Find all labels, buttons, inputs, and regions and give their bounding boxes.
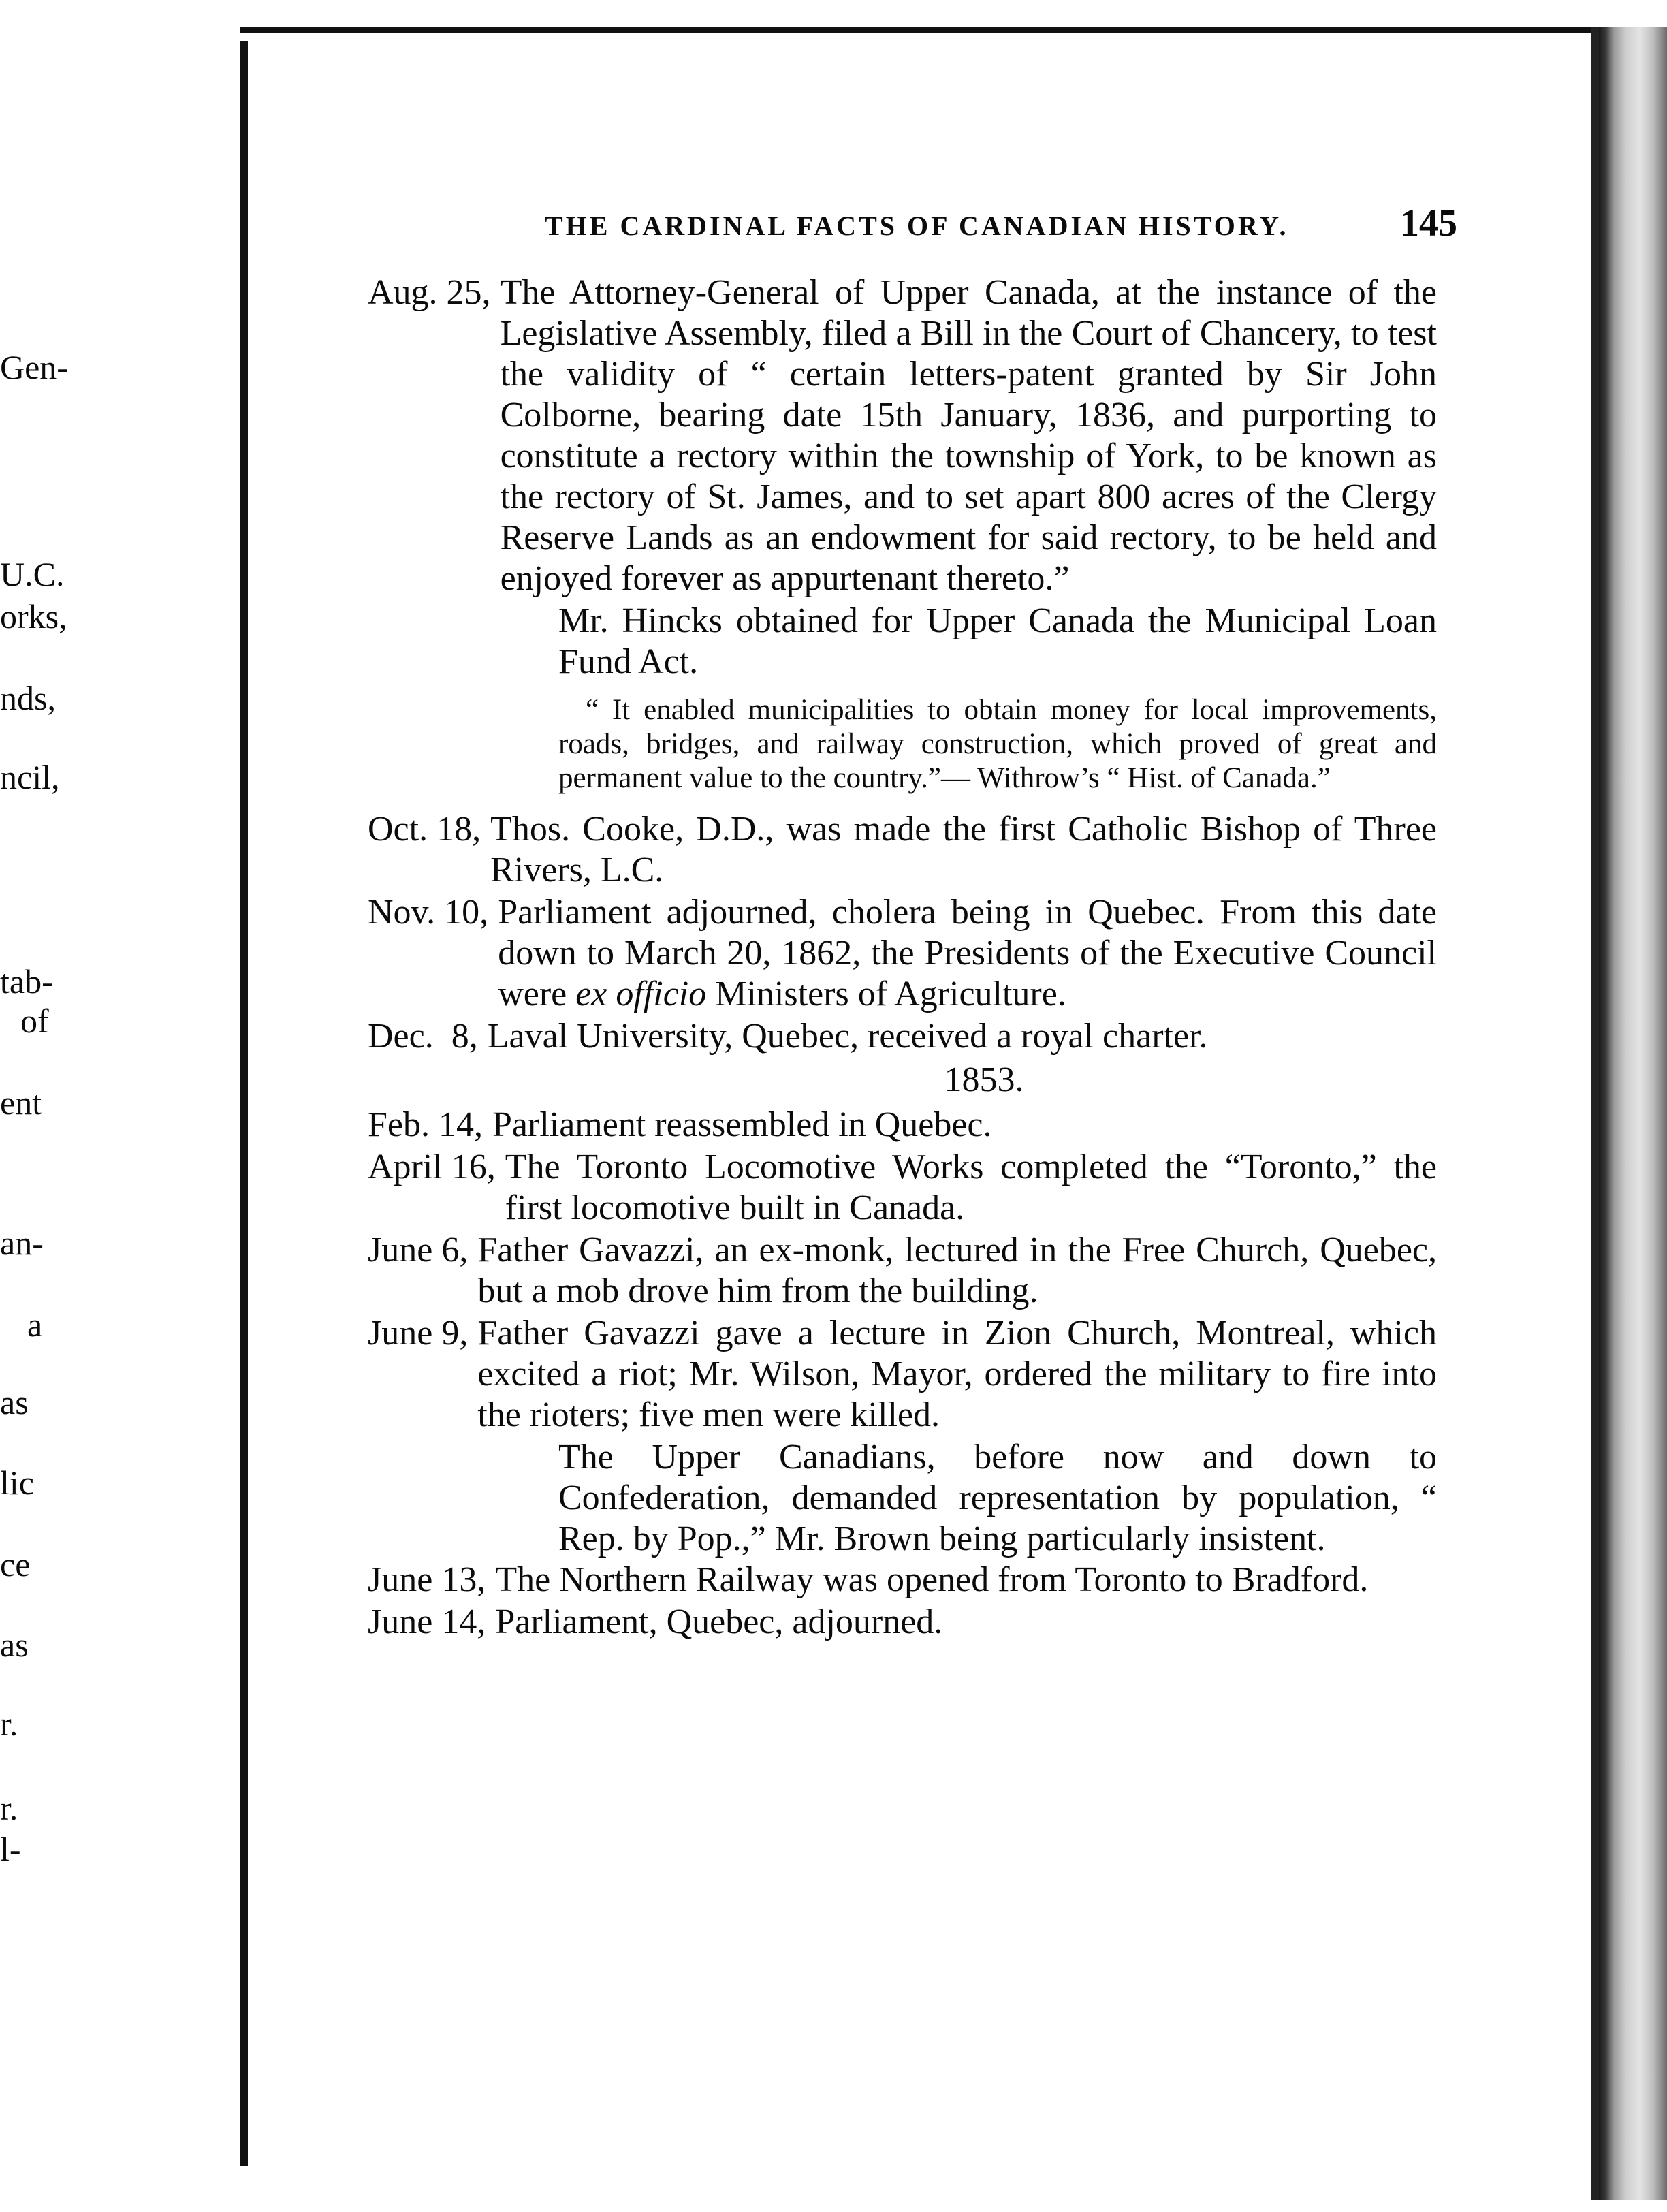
entry-date: June 9, <box>368 1314 469 1353</box>
chronology-entry <box>368 892 1437 1015</box>
entry-date: Aug. 25, <box>368 273 491 312</box>
entry-date: Dec. 8, <box>368 1017 478 1056</box>
chronology-body <box>368 272 1437 1989</box>
prev-page-text: tab- <box>0 962 53 1000</box>
entry-continuation: The Upper Canadians, before now and down to Confederation, demanded representation by population, “ Rep. by Pop.,” Mr. Brown being particularly insistent. <box>558 1438 1437 1558</box>
scan-top-border <box>240 27 1656 33</box>
running-header <box>545 202 1498 256</box>
prev-page-text: ent <box>0 1084 42 1122</box>
prev-page-text: of <box>20 1002 49 1040</box>
prev-page-text: a <box>27 1306 43 1344</box>
chronology-entry <box>368 1105 1437 1146</box>
entry-text: The Toronto Locomotive Works completed the “Toronto,” the first locomotive built in Canada. <box>505 1148 1437 1227</box>
prev-page-text: orks, <box>0 597 67 635</box>
entry-text-part: Parliament adjourned, cholera being in Quebec. From this date down to March 20, 1862, the Presidents of the Executive Council were <box>498 893 1437 1013</box>
prev-page-text: as <box>0 1383 29 1421</box>
entry-text: The Attorney-General of Upper Canada, at the instance of the Legislative Assembly, filed a Bill in the Court of Chancery, to test the validity of “ certain letters-patent granted by Sir John Colborne, bearing date 15th January, 1836, and purporting to constitute a rectory within the township of York, to be known as the rectory of St. James, and to set apart 800 acres of the Clergy Reserve Lands as an endowment for said rectory, to be held and enjoyed forever as appurtenant thereto.” <box>500 273 1437 598</box>
entry-text <box>498 892 1437 1015</box>
entry-text: Thos. Cooke, D.D., was made the first Catholic Bishop of Three Rivers, L.C. <box>490 810 1437 889</box>
entry-text: Parliament, Quebec, adjourned. <box>495 1602 943 1641</box>
book-gutter-line <box>240 41 248 2166</box>
entry-date: June 13, <box>368 1560 486 1599</box>
prev-page-text: nds, <box>0 679 56 717</box>
entry-date: Oct. 18, <box>368 810 481 849</box>
entry-text: The Northern Railway was opened from Toronto to Bradford. <box>495 1560 1369 1599</box>
entry-date: June 6, <box>368 1231 469 1269</box>
prev-page-text: as <box>0 1626 29 1664</box>
entry-date: Feb. 14, <box>368 1105 483 1144</box>
prev-page-text: an- <box>0 1224 44 1262</box>
prev-page-text: Gen- <box>0 348 68 386</box>
entry-date: June 14, <box>368 1602 486 1641</box>
prev-page-text: lic <box>0 1464 34 1502</box>
prev-page-text: r. <box>0 1789 18 1827</box>
chronology-entry <box>368 272 1437 599</box>
book-page-edges <box>1599 27 1667 2200</box>
year-heading: 1853. <box>944 1060 1024 1099</box>
page-number: 145 <box>1400 202 1457 244</box>
chronology-entry <box>368 1147 1437 1229</box>
chronology-entry <box>368 1230 1437 1312</box>
chronology-entry <box>368 809 1437 891</box>
entry-text: Laval University, Quebec, received a royal charter. <box>487 1017 1208 1056</box>
chronology-entry <box>368 1313 1437 1436</box>
chronology-entry <box>368 1016 1437 1057</box>
entry-date: Nov. 10, <box>368 893 489 932</box>
entry-text-italic: ex officio <box>575 975 707 1013</box>
previous-page-fragment <box>0 0 238 2212</box>
prev-page-text: ncil, <box>0 758 60 796</box>
entry-text: Father Gavazzi, an ex-monk, lectured in the Free Church, Quebec, but a mob drove him from the building. <box>477 1231 1437 1310</box>
entry-text: Parliament reassembled in Quebec. <box>492 1105 992 1144</box>
entry-date: April 16, <box>368 1148 496 1186</box>
prev-page-text: r. <box>0 1705 18 1743</box>
entry-text: Father Gavazzi gave a lecture in Zion Church, Montreal, which excited a riot; Mr. Wilson, Mayor, ordered the military to fire into the rioters; five men were killed. <box>477 1314 1437 1434</box>
chronology-entry <box>368 1560 1437 1600</box>
prev-page-text: l- <box>0 1830 21 1868</box>
running-header-title: THE CARDINAL FACTS OF CANADIAN HISTORY. <box>545 210 1289 241</box>
prev-page-text: U.C. <box>0 555 65 593</box>
prev-page-text: ce <box>0 1545 31 1583</box>
chronology-entry <box>368 1602 1437 1643</box>
entry-continuation: Mr. Hincks obtained for Upper Canada the Municipal Loan Fund Act. <box>558 601 1437 681</box>
quotation: “ It enabled municipalities to obtain money for local improvements, roads, bridges, and railway construction, which proved of great and permanent value to the country.”— Withrow’s “ Hist. of Canada.” <box>558 694 1437 794</box>
entry-text-part: Ministers of Agriculture. <box>706 975 1066 1013</box>
